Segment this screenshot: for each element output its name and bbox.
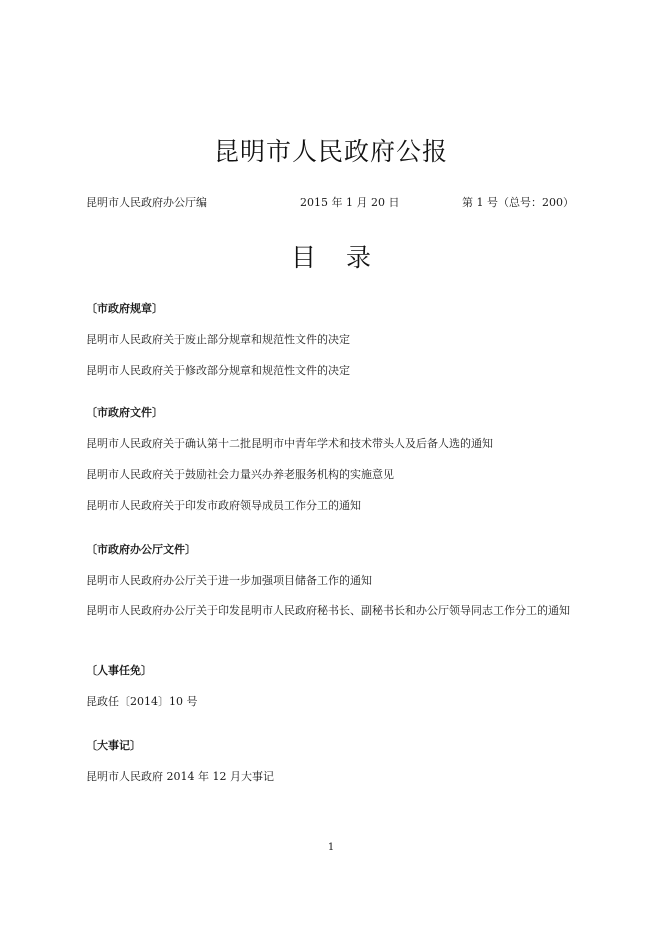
section-heading: 〔市政府规章〕 xyxy=(86,302,163,315)
toc-section-office-documents xyxy=(86,542,586,619)
page-number: 1 xyxy=(327,842,335,853)
toc-section-municipal-regulations xyxy=(86,301,586,379)
toc-section-chronicle xyxy=(86,738,586,785)
bulletin-meta-row xyxy=(86,194,576,210)
section-heading: 〔市政府文件〕 xyxy=(86,406,163,419)
section-heading: 〔市政府办公厅文件〕 xyxy=(86,543,196,556)
bulletin-editor: 昆明市人民政府办公厅编 xyxy=(86,196,207,209)
toc-entry[interactable]: 昆明市人民政府关于印发市政府领导成员工作分工的通知 xyxy=(86,499,361,512)
section-heading: 〔人事任免〕 xyxy=(86,664,152,677)
toc-section-municipal-documents xyxy=(86,405,586,514)
toc-entry[interactable]: 昆政任〔2014〕10 号 xyxy=(86,695,198,708)
toc-entry[interactable]: 昆明市人民政府关于鼓励社会力量兴办养老服务机构的实施意见 xyxy=(86,468,394,481)
toc-entry[interactable]: 昆明市人民政府关于修改部分规章和规范性文件的决定 xyxy=(86,364,350,377)
bulletin-date: 2015 年 1 月 20 日 xyxy=(300,196,400,209)
toc-entry[interactable]: 昆明市人民政府关于确认第十二批昆明市中青年学术和技术带头人及后备人选的通知 xyxy=(86,437,493,450)
toc-entry[interactable]: 昆明市人民政府 2014 年 12 月大事记 xyxy=(86,770,274,783)
section-heading: 〔大事记〕 xyxy=(86,739,141,752)
toc-title: 目录 xyxy=(290,243,401,272)
bulletin-title: 昆明市人民政府公报 xyxy=(213,137,448,166)
toc-entry[interactable]: 昆明市人民政府关于废止部分规章和规范性文件的决定 xyxy=(86,333,350,346)
bulletin-issue: 第 1 号（总号：200） xyxy=(462,196,574,209)
toc-section-personnel-appointments xyxy=(86,663,586,710)
toc-entry[interactable]: 昆明市人民政府办公厅关于进一步加强项目储备工作的通知 xyxy=(86,574,372,587)
toc-entry[interactable]: 昆明市人民政府办公厅关于印发昆明市人民政府秘书长、副秘书长和办公厅领导同志工作分工的通知 xyxy=(86,604,570,617)
